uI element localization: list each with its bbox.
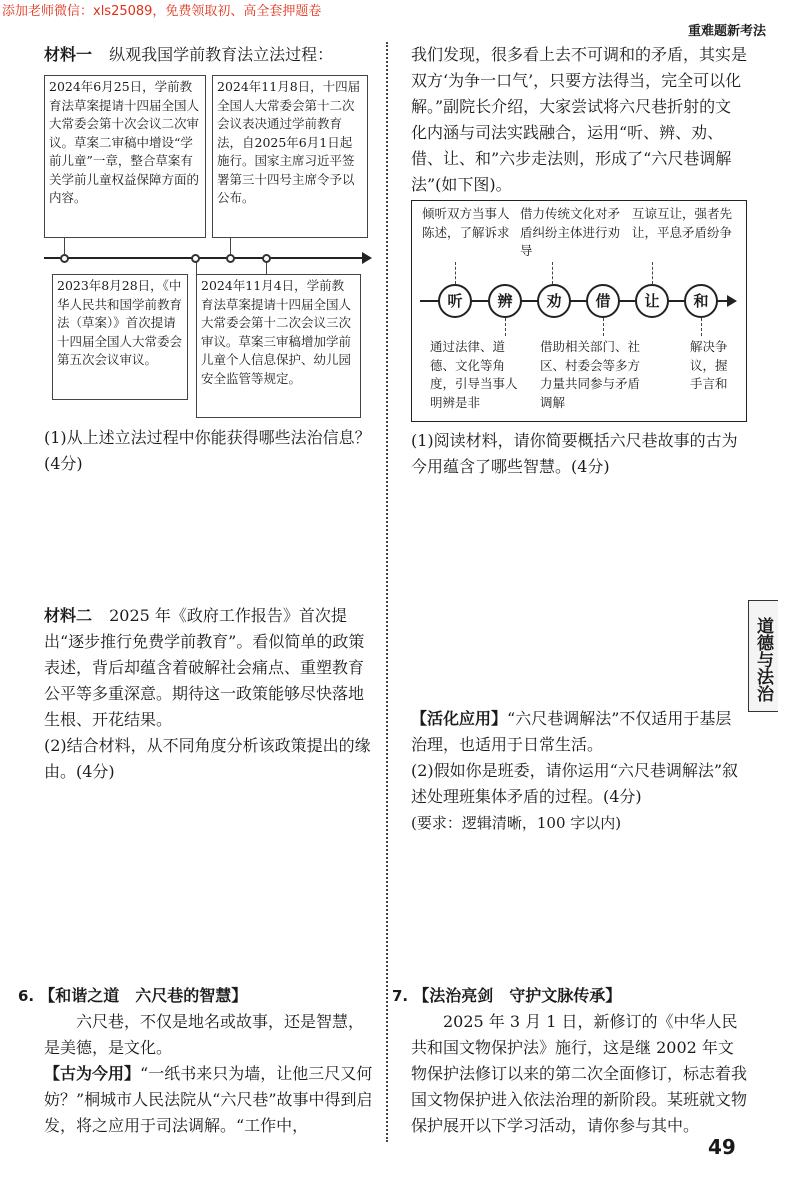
flow-connector xyxy=(603,318,604,336)
q6-paragraph2 xyxy=(44,1061,374,1139)
q6-question1: (1)阅读材料，请你简要概括六尺巷故事的古为今用蕴含了哪些智慧。(4分) xyxy=(411,431,738,476)
timeline-dot xyxy=(262,254,271,263)
flow-arrow-icon xyxy=(727,295,737,307)
flow-bottom-text-harmony: 解决争议，握手言和 xyxy=(690,339,728,391)
timeline-box-2024-11-04: 2024年11月4日，学前教育法草案提请十四届全国人大常委会第十二次会议三次审议。草案三审稿增加学前儿童个人信息保护、幼儿园安全监管等规定。 xyxy=(196,274,361,418)
q6-p2-text: “一纸书来只为墙，让他三尺又何妨？”桐城市人民法院从“六尺巷”故事中得到启发，将之应用于司法调解。“工作中， xyxy=(44,1064,373,1135)
q7-title: 【法治亮剑 守护文脉传承】 xyxy=(413,986,622,1005)
flow-node-harmony: 和 xyxy=(684,284,718,318)
flow-top-text-yield: 互谅互让，强者先让，平息矛盾纷争 xyxy=(632,206,733,240)
q6-apply-label: 【活化应用】 xyxy=(411,709,508,728)
q6-continued-text: 我们发现，很多看上去不可调和的矛盾，其实是双方‘为争一口气’，只要方法得当，完全可以化解。”副院长介绍，大家尝试将六尺巷折射的文化内涵与司法实践融合，运用“听、辨、劝、借、让、和”六步走法则，形成了“六尺巷调解法”(如下图)。 xyxy=(411,45,748,194)
timeline-dot xyxy=(60,254,69,263)
q6-apply-block xyxy=(411,706,747,758)
timeline-stem xyxy=(64,238,65,254)
material1-label: 材料一 xyxy=(44,45,93,64)
q7-text: 2025 年 3 月 1 日，新修订的《中华人民共和国文物保护法》施行，这是继 2002 年文物保护法修订以来的第二次全面修订，标志着我国文物保护进入依法治理的新阶段。某班就文物保护展开以下学习活动，请你参与其中。 xyxy=(411,1012,748,1135)
page-number: 49 xyxy=(708,1135,736,1159)
q7-number: 7. xyxy=(392,987,409,1005)
flow-node-yield: 让 xyxy=(635,284,669,318)
flow-connector xyxy=(505,318,506,336)
material1-intro-text: 纵观我国学前教育法立法过程： xyxy=(109,45,334,64)
material2-label: 材料二 xyxy=(44,606,93,625)
flow-node-borrow: 借 xyxy=(586,284,620,318)
column-divider xyxy=(386,42,388,1142)
page-header: 重难题新考法 xyxy=(687,24,766,39)
material1-question1: (1)从上述立法过程中你能获得哪些法治信息？(4分) xyxy=(44,428,371,473)
timeline-box-2024-11-08: 2024年11月8日，十四届全国人大常委会第十二次会议表决通过学前教育法，自2025年6月1日起施行。国家主席习近平签署第三十四号主席令予以公布。 xyxy=(212,75,368,238)
q6-p2-label: 【古为今用】 xyxy=(44,1064,141,1083)
q6-requirement: (要求：逻辑清晰，100 字以内) xyxy=(411,814,622,832)
material2-text: 2025 年《政府工作报告》首次提出“逐步推行免费学前教育”。看似简单的政策表述，背后却蕴含着破解社会痛点、重塑教育公平等多重深意。期待这一政策能够尽快落地生根、开花结果。 xyxy=(44,606,365,729)
material2-question2: (2)结合材料，从不同角度分析该政策提出的缘由。(4分) xyxy=(44,736,371,781)
material1-intro xyxy=(44,42,374,68)
flow-connector xyxy=(552,262,553,284)
flow-node-distinguish: 辨 xyxy=(488,284,522,318)
timeline-axis xyxy=(44,257,366,259)
q6-number: 6. xyxy=(18,987,35,1005)
timeline-stem xyxy=(230,238,231,254)
q6-title: 【和谐之道 六尺巷的智慧】 xyxy=(39,986,248,1005)
q6-question2: (2)假如你是班委，请你运用“六尺巷调解法”叙述处理班集体矛盾的过程。(4分) xyxy=(411,761,739,806)
timeline-box-2023-08-28: 2023年8月28日，《中华人民共和国学前教育法（草案）》首次提请十四届全国人大常委会第五次会议审议。 xyxy=(52,274,188,400)
timeline-stem xyxy=(196,262,197,274)
q6-paragraph1: 六尺巷，不仅是地名或故事，还是智慧，是美德，是文化。 xyxy=(44,1012,365,1057)
flow-top-text-borrow: 借力传统文化对矛盾纠纷主体进行劝导 xyxy=(520,206,621,258)
timeline-arrow-icon xyxy=(362,252,372,264)
flow-connector xyxy=(652,262,653,284)
timeline-stem xyxy=(266,262,267,274)
q6-apply-text: “六尺巷调解法”不仅适用于基层治理，也适用于日常生活。 xyxy=(411,709,732,754)
flow-bottom-text-borrow: 借助相关部门、社区、村委会等多方力量共同参与矛盾调解 xyxy=(540,339,641,410)
flow-connector xyxy=(701,318,702,336)
timeline-dot xyxy=(226,254,235,263)
subject-side-tab: 道德与法治 xyxy=(748,600,778,712)
q7-heading xyxy=(392,983,748,1009)
q6-heading xyxy=(18,983,374,1009)
watermark-text: 添加老师微信：xls25089，免费领取初、高全套押题卷 xyxy=(2,4,322,19)
flow-node-listen: 听 xyxy=(438,284,472,318)
material2-block xyxy=(44,603,374,733)
timeline-dot xyxy=(191,254,200,263)
flow-top-text-listen: 倾听双方当事人陈述，了解诉求 xyxy=(422,206,510,240)
flow-connector xyxy=(455,262,456,284)
flow-node-persuade: 劝 xyxy=(537,284,571,318)
timeline-box-2024-06-25: 2024年6月25日，学前教育法草案提请十四届全国人大常委会第十次会议二次审议。草案二审稿中增设“学前儿童”一章，整合草案有关学前儿童权益保障方面的内容。 xyxy=(44,75,206,238)
flow-bottom-text-distinguish: 通过法律、道德、文化等角度，引导当事人明辨是非 xyxy=(430,339,518,410)
